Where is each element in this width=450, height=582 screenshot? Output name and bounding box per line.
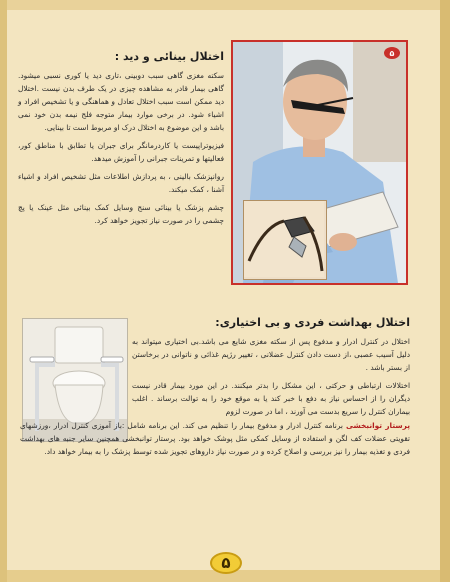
section-title: اختلال بینائی و دید :	[114, 50, 224, 63]
prism-glasses-icon	[244, 201, 324, 277]
hygiene-incontinence-section	[20, 316, 410, 463]
page-number-badge: ۵	[210, 552, 242, 574]
paragraph	[132, 379, 410, 418]
prism-glasses-inset	[243, 200, 327, 280]
paragraph: سکته مغزی گاهی سبب دوبینی ،تاری دید یا کوری نسبی میشود. گاهی بیمار قادر به مشاهده چیزی در یک طرف بدن نیست .اختلال دید ممکن است سبب اختلال تعادل و هماهنگی و یا تشخیص افراد و اشیاء شود. در برخی موارد بیمار متوجه فلج نیمه بدن خود نمی باشد و این موضوع به اختلال درک او مربوط است تا بینایی.	[18, 71, 224, 132]
photo-number-badge: ۵	[384, 47, 400, 59]
highlighted-term: پرستار توانبخشی	[345, 421, 410, 430]
paragraph: روانپزشک بالینی ، به پردازش اطلاعات مثل تشخیص افراد و اشیاء آشنا ، کمک میکند.	[18, 172, 224, 194]
paragraph: چشم پزشک یا بینائی سنج وسایل کمک بینائی مثل عینک یا پچ چشمی را در صورت نیاز تجویز خواهد کرد.	[18, 203, 224, 225]
visual-disorder-section	[18, 50, 224, 232]
page-edge-right	[440, 0, 450, 582]
section-title: اختلال بهداشت فردی و بی اختیاری:	[215, 316, 410, 329]
paragraph: فیزیوتراپیست یا کاردرمانگر برای جبران یا تطابق با مناطق کور، فعالیتها و تمرینات جبرانی را آموزش میدهد.	[18, 141, 224, 163]
page-edge-top	[0, 0, 450, 10]
paragraph-text: اختلالات ارتباطی و حرکتی ، این مشکل را بدتر میکنند. در این مورد بیمار قادر نیست دیگران را از احساس نیاز به دفع با خبر کند یا به موقع خود را به توالت برساند . اغلب بیماران کنترل را سریع بدست می آورند ، اما در صورت لزوم	[132, 381, 410, 416]
reading-man-photo	[231, 40, 408, 285]
paragraph-text: برنامه کنترل ادرار و مدفوع بیمار را تنظیم می کند. این برنامه شامل :باز آموزی کنترل ادرار ،ورزشهای تقویتی عضلات کف لگن و استفاده از وسایل کمکی مثل پوشک خواهد بود. پرستار توانبخشی همچنین سایر جنبه های بهداشت فردی و تغذیه بیمار را نیز بررسی و اصلاح کرده و در صورت نیاز داروهای تجویز شده توسط پزشک را به بیمار خواهد داد.	[20, 421, 410, 456]
text-column	[132, 335, 410, 418]
paragraph: اختلال در کنترل ادرار و مدفوع پس از سکته مغزی شایع می باشد.بی اختیاری میتواند به دلیل آسیب عصبی ،از دست دادن کنترل عضلانی ، تغییر رژیم غذائی و ناتوانی در برخاستن از بستر باشد .	[132, 337, 410, 372]
page-edge-left	[0, 0, 7, 582]
paragraph	[20, 419, 410, 458]
